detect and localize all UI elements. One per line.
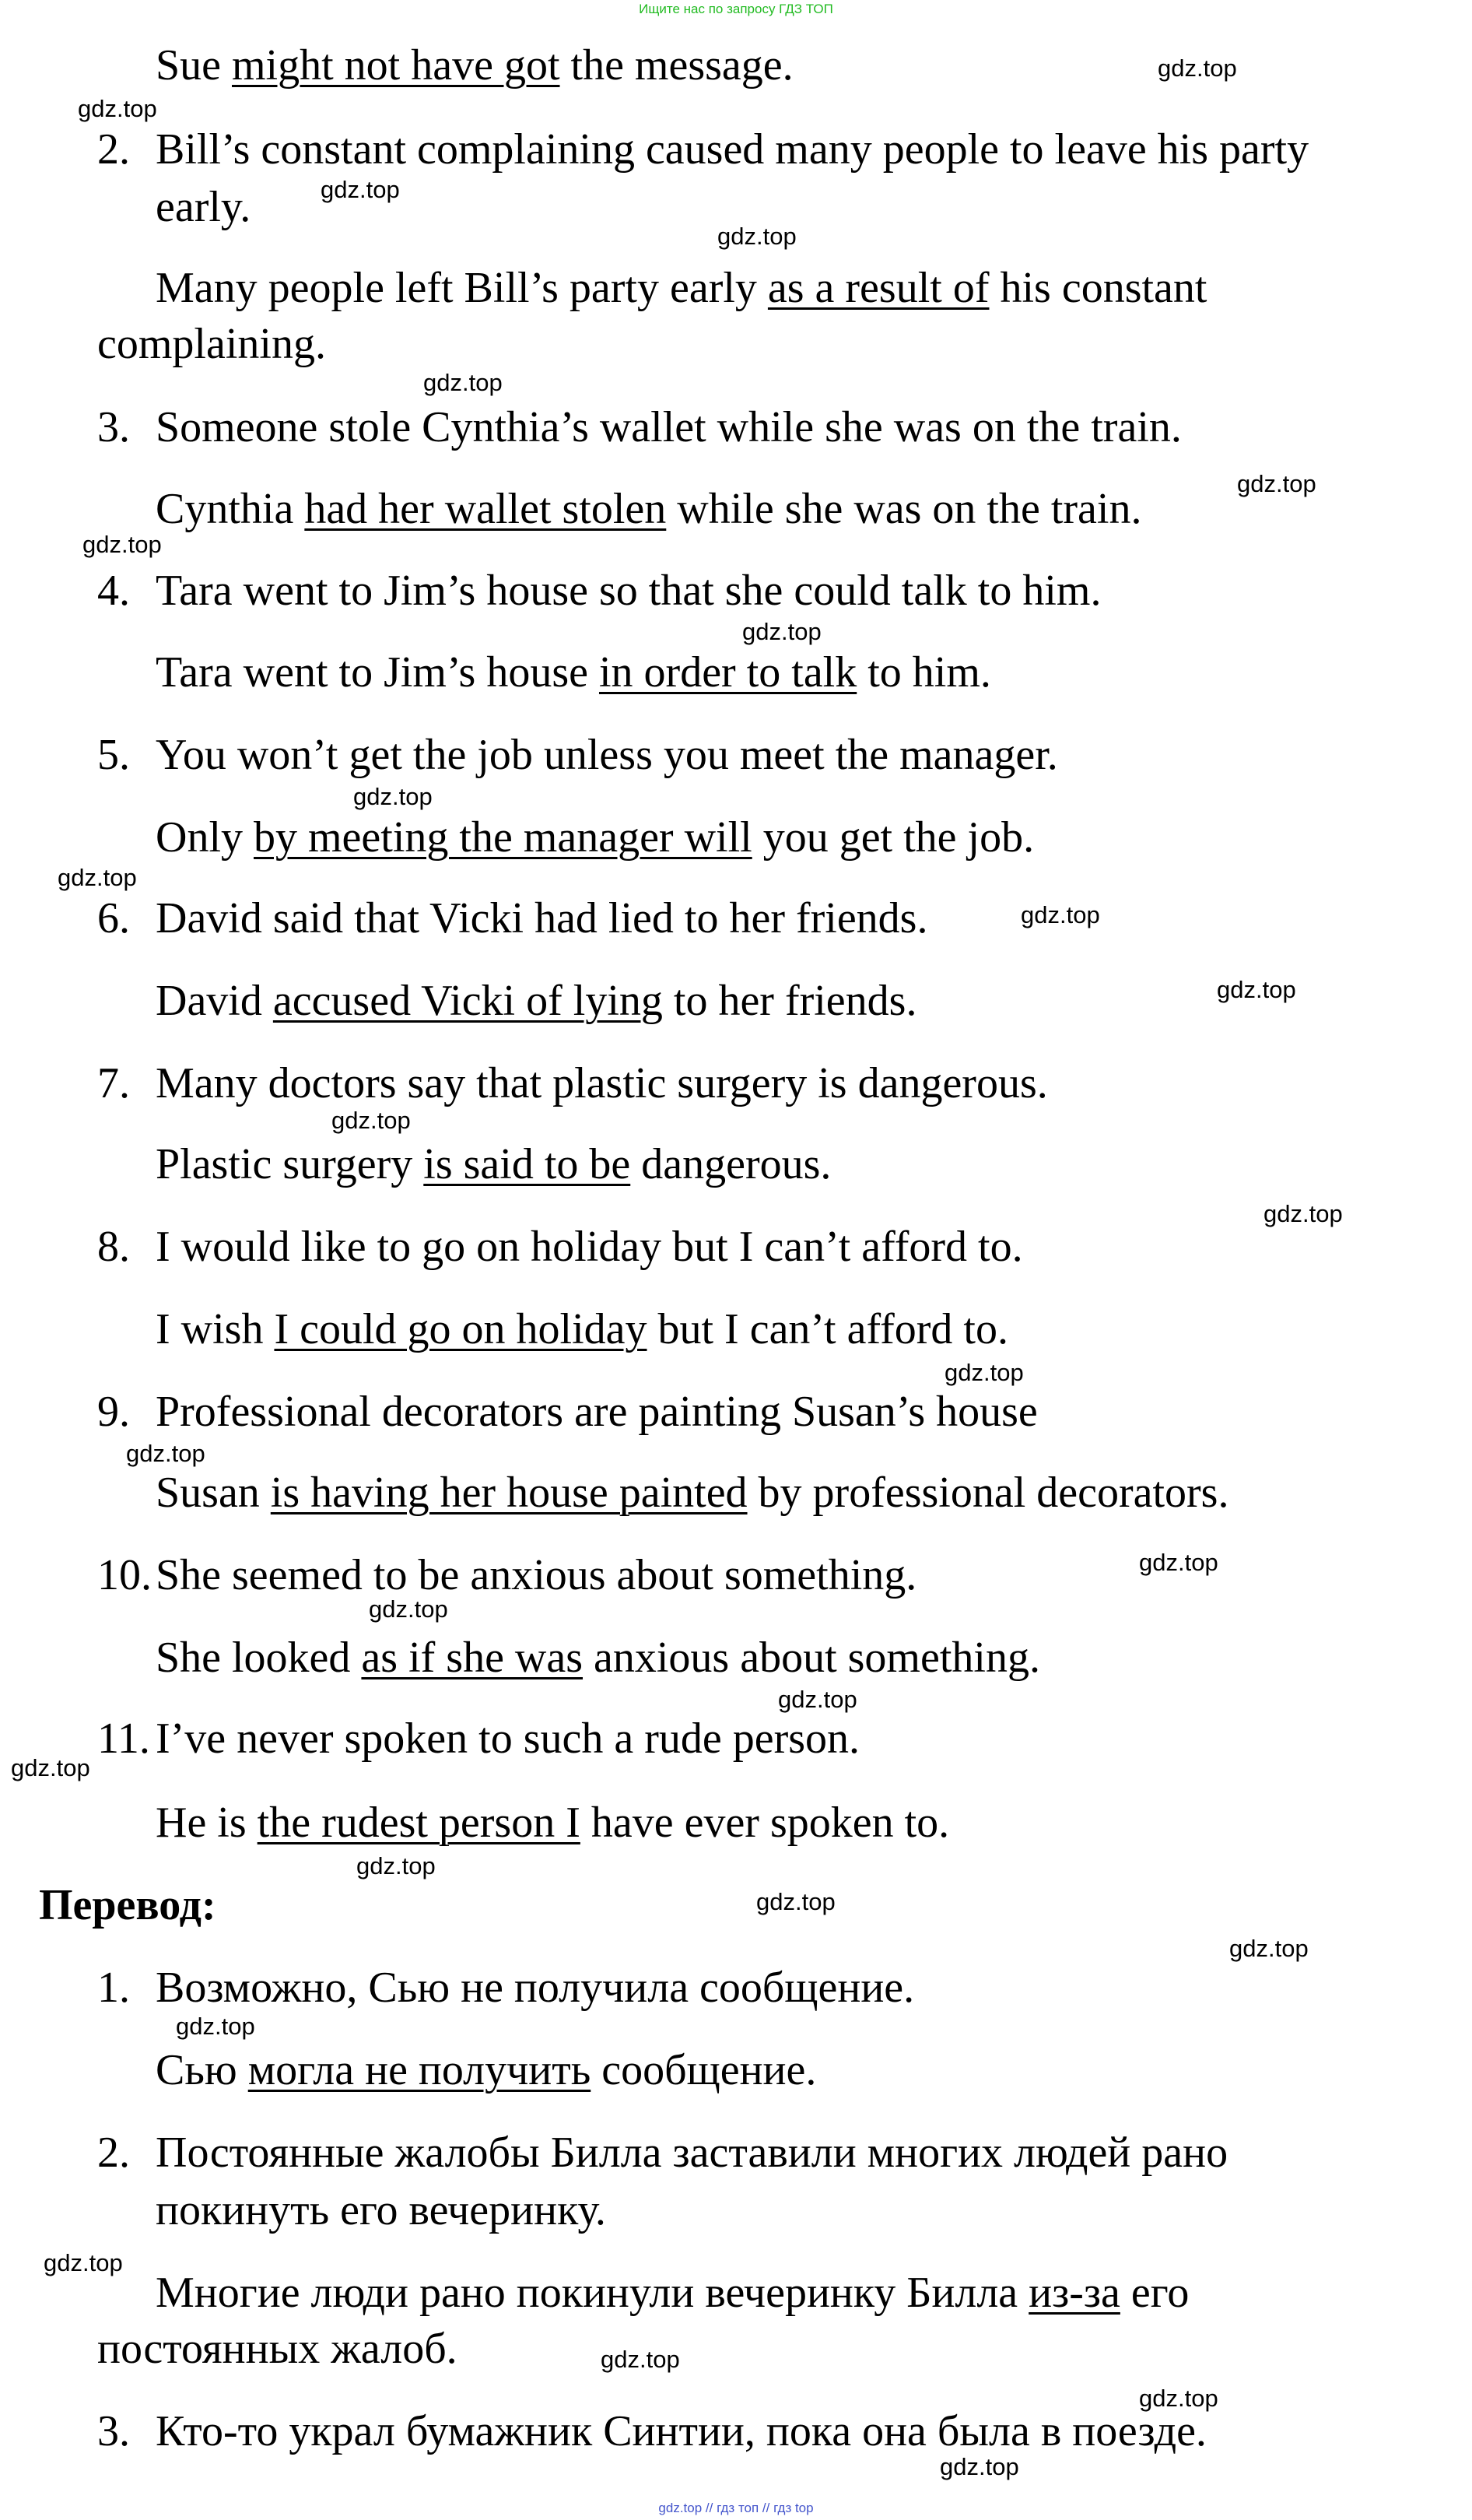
- watermark: gdz.top: [756, 1888, 836, 1915]
- answer-4: Tara went to Jim’s house in order to talk to him.: [156, 648, 991, 697]
- question-2-line-1: Bill’s constant complaining caused many people to leave his party: [156, 125, 1309, 174]
- question-2-line-2: early.: [156, 183, 251, 231]
- watermark: gdz.top: [82, 531, 162, 558]
- answer-10: She looked as if she was anxious about something.: [156, 1634, 1040, 1682]
- top-banner: Ищите нас по запросу ГДЗ ТОП: [639, 2, 833, 16]
- watermark: gdz.top: [1139, 1549, 1218, 1576]
- watermark: gdz.top: [78, 95, 157, 122]
- watermark: gdz.top: [423, 369, 503, 396]
- question-6: David said that Vicki had lied to her friends.: [156, 894, 928, 942]
- question-9: Professional decorators are painting Susan’s house: [156, 1388, 1038, 1436]
- ru-item-number-3: 3.: [97, 2407, 130, 2455]
- watermark: gdz.top: [58, 864, 137, 891]
- watermark: gdz.top: [717, 223, 797, 250]
- ru-item-number-1: 1.: [97, 1964, 130, 2012]
- answer-3: Cynthia had her wallet stolen while she was on the train.: [156, 485, 1142, 533]
- item-number-3: 3.: [97, 403, 130, 451]
- question-10: She seemed to be anxious about something.: [156, 1551, 917, 1599]
- watermark: gdz.top: [601, 2346, 680, 2373]
- answer-11: He is the rudest person I have ever spoken to.: [156, 1799, 950, 1847]
- ru-question-2-line-1: Постоянные жалобы Билла заставили многих людей рано: [156, 2129, 1228, 2177]
- watermark: gdz.top: [940, 2453, 1019, 2480]
- item-number-9: 9.: [97, 1388, 130, 1436]
- answer-6: David accused Vicki of lying to her friends.: [156, 977, 917, 1025]
- footer-links: gdz.top // гдз топ // гдз top: [658, 2501, 814, 2515]
- watermark: gdz.top: [321, 176, 400, 203]
- question-5: You won’t get the job unless you meet the manager.: [156, 731, 1058, 779]
- watermark: gdz.top: [176, 2013, 255, 2040]
- watermark: gdz.top: [1158, 54, 1237, 82]
- question-8: I would like to go on holiday but I can’t afford to.: [156, 1223, 1023, 1271]
- watermark: gdz.top: [1263, 1200, 1343, 1227]
- watermark: gdz.top: [126, 1440, 205, 1467]
- watermark: gdz.top: [356, 1852, 436, 1879]
- item-number-6: 6.: [97, 894, 130, 942]
- answer-1: Sue might not have got the message.: [156, 41, 794, 89]
- answer-7: Plastic surgery is said to be dangerous.: [156, 1140, 832, 1188]
- watermark: gdz.top: [1217, 976, 1296, 1003]
- answer-5: Only by meeting the manager will you get the job.: [156, 813, 1035, 862]
- ru-answer-1: Сью могла не получить сообщение.: [156, 2046, 817, 2094]
- answer-2: Many people left Bill’s party early as a result of his constant: [156, 264, 1207, 312]
- watermark: gdz.top: [44, 2249, 123, 2276]
- translation-heading: Перевод:: [39, 1881, 216, 1929]
- item-number-7: 7.: [97, 1059, 130, 1107]
- ru-item-number-2: 2.: [97, 2129, 130, 2177]
- watermark: gdz.top: [369, 1595, 448, 1623]
- watermark: gdz.top: [945, 1359, 1024, 1386]
- item-number-11: 11.: [97, 1715, 150, 1763]
- answer-2-cont: complaining.: [97, 320, 326, 368]
- ru-answer-2-cont: постоянных жалоб.: [97, 2325, 457, 2373]
- question-11: I’ve never spoken to such a rude person.: [156, 1715, 860, 1763]
- question-4: Tara went to Jim’s house so that she could talk to him.: [156, 567, 1102, 615]
- question-7: Many doctors say that plastic surgery is dangerous.: [156, 1059, 1048, 1107]
- ru-question-1: Возможно, Сью не получила сообщение.: [156, 1964, 915, 2012]
- item-number-10: 10.: [97, 1551, 152, 1599]
- item-number-8: 8.: [97, 1223, 130, 1271]
- ru-answer-2: Многие люди рано покинули вечеринку Билла из-за его: [156, 2269, 1190, 2317]
- item-number-5: 5.: [97, 731, 130, 779]
- item-number-2: 2.: [97, 125, 130, 174]
- answer-9: Susan is having her house painted by professional decorators.: [156, 1469, 1229, 1517]
- watermark: gdz.top: [331, 1107, 411, 1134]
- ru-question-3: Кто-то украл бумажник Синтии, пока она была в поезде.: [156, 2407, 1207, 2455]
- watermark: gdz.top: [742, 618, 822, 645]
- watermark: gdz.top: [778, 1686, 857, 1713]
- watermark: gdz.top: [1229, 1935, 1309, 1962]
- watermark: gdz.top: [1139, 2385, 1218, 2412]
- answer-8: I wish I could go on holiday but I can’t afford to.: [156, 1305, 1008, 1353]
- ru-question-2-line-2: покинуть его вечеринку.: [156, 2186, 606, 2234]
- item-number-4: 4.: [97, 567, 130, 615]
- watermark: gdz.top: [1021, 901, 1100, 928]
- watermark: gdz.top: [1237, 470, 1316, 497]
- watermark: gdz.top: [11, 1754, 90, 1781]
- watermark: gdz.top: [353, 783, 433, 810]
- question-3: Someone stole Cynthia’s wallet while she was on the train.: [156, 403, 1182, 451]
